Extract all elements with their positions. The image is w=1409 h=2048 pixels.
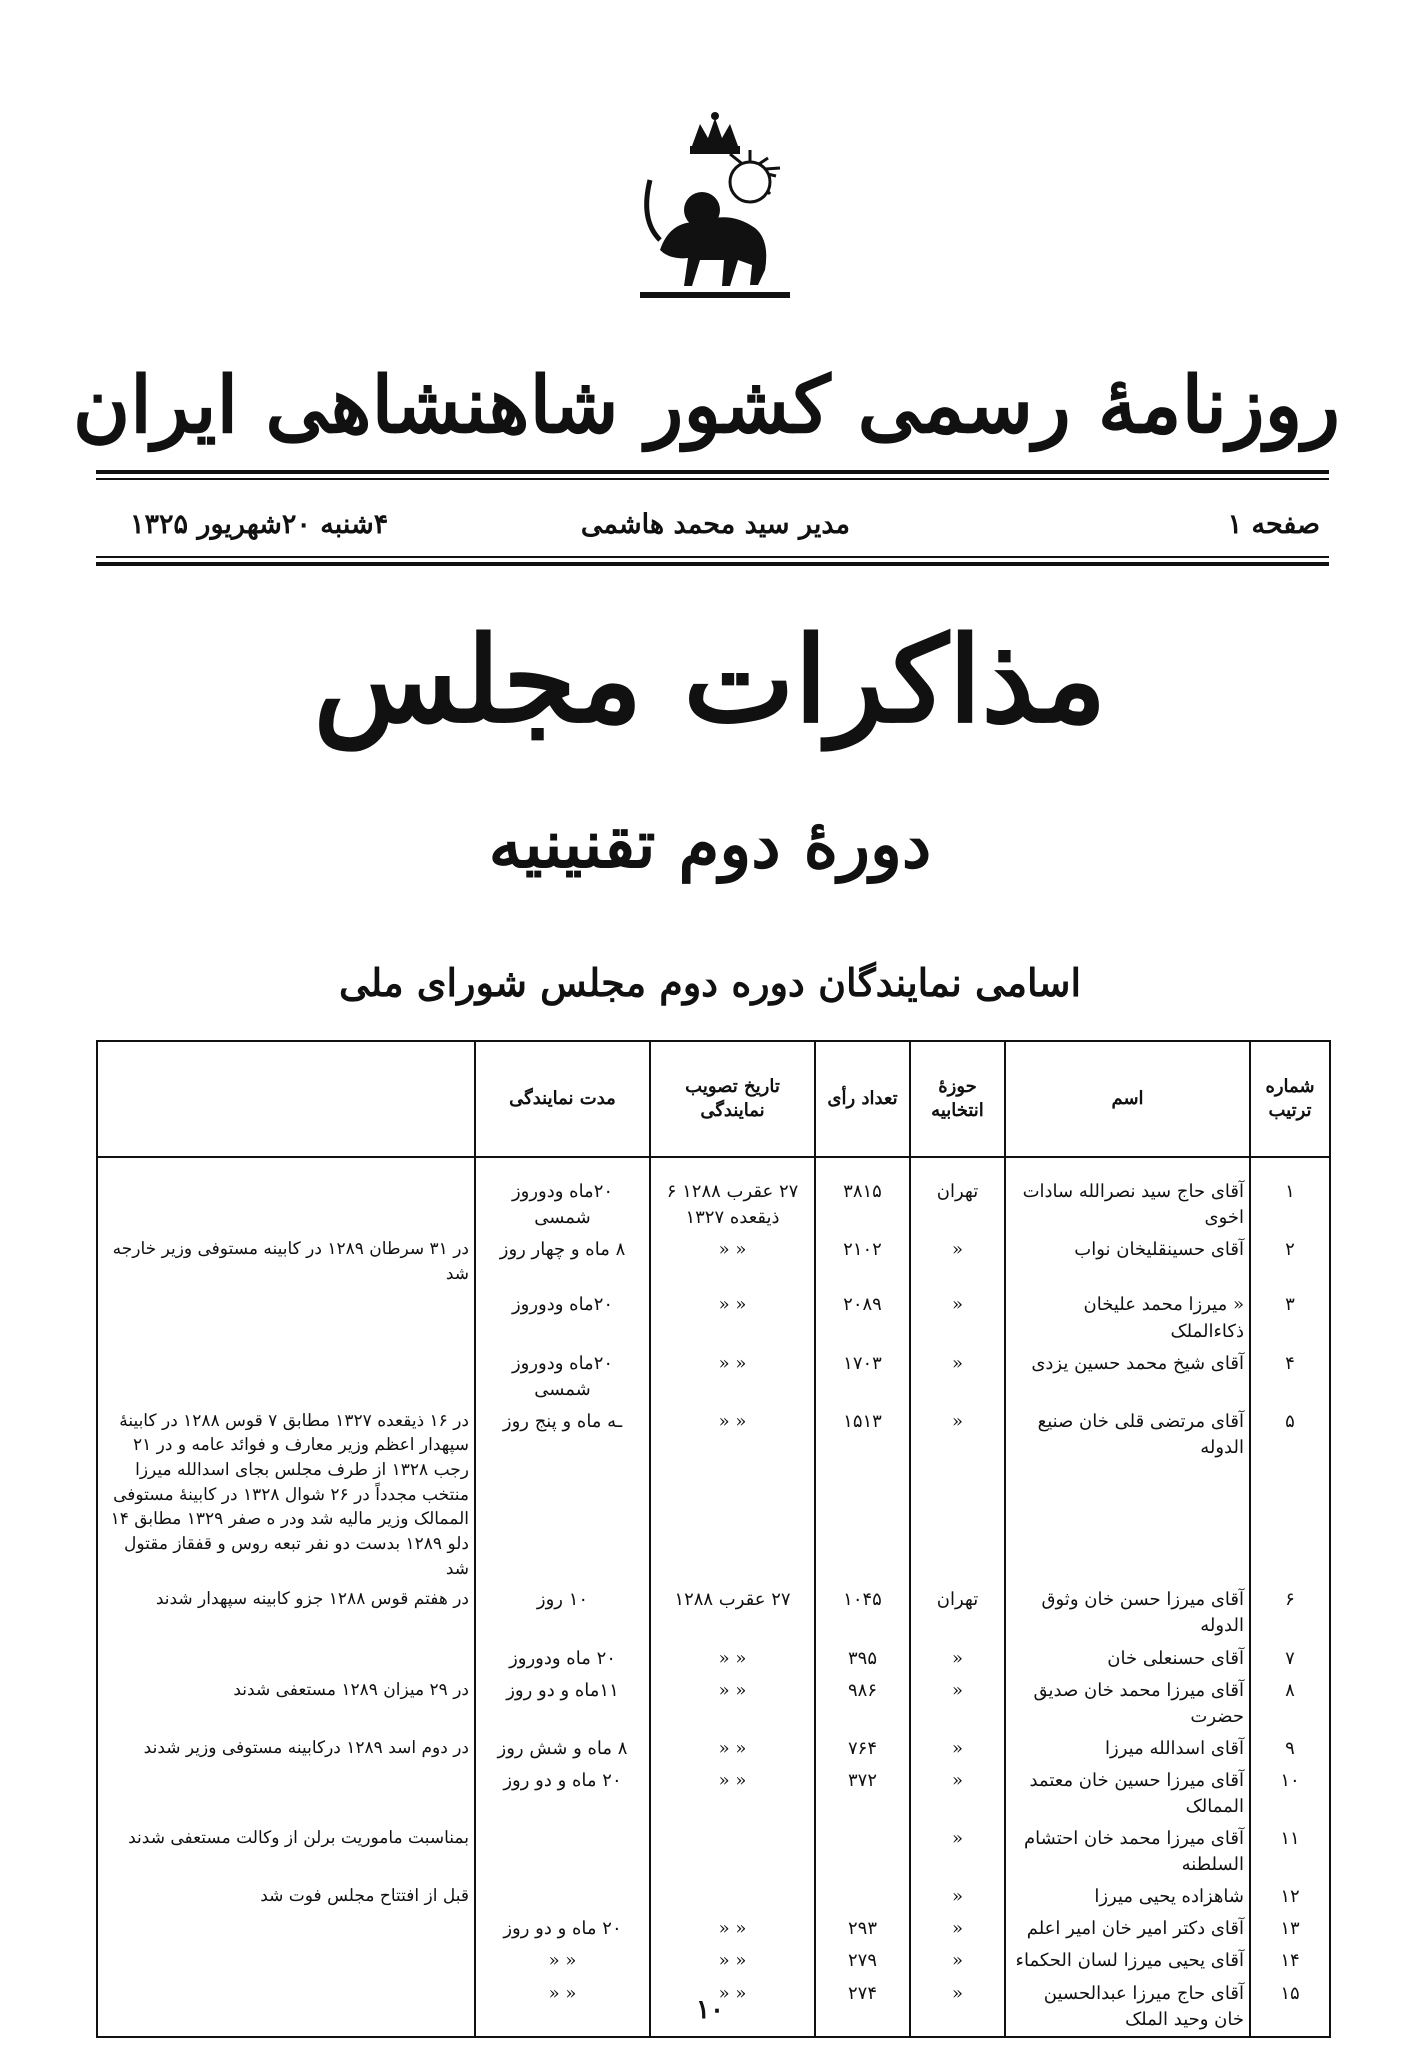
row-num: ۶ (1250, 1584, 1330, 1642)
row-date: « « (650, 1978, 815, 2037)
row-name: آقای میرزا حسن خان وثوق الدوله (1005, 1584, 1250, 1642)
row-date (650, 1881, 815, 1913)
row-votes: ۲۰۸۹ (815, 1289, 910, 1347)
row-date: « « (650, 1289, 815, 1347)
row-area: « (910, 1978, 1005, 2037)
row-area: « (910, 1406, 1005, 1584)
row-duration (475, 1823, 650, 1881)
row-num: ۱۱ (1250, 1823, 1330, 1881)
session-subtitle: دورهٔ دوم تقنینیه (488, 805, 932, 883)
row-votes: ۲۷۹ (815, 1945, 910, 1977)
table-row (97, 1234, 1330, 1289)
row-notes: در هفتم قوس ۱۲۸۸ جزو کابینه سپهدار شدند (97, 1584, 475, 1642)
row-num: ۹ (1250, 1733, 1330, 1765)
representatives-table (96, 1040, 1331, 2038)
row-num: ۳ (1250, 1289, 1330, 1347)
header-rule-bottom-thin (96, 556, 1329, 558)
row-duration: ۲۰ ماه ودوروز (475, 1643, 650, 1675)
row-notes: بمناسبت ماموریت برلن از وکالت مستعفی شدند (97, 1823, 475, 1881)
row-num: ۲ (1250, 1234, 1330, 1289)
row-notes (97, 1765, 475, 1823)
row-notes: قبل از افتتاح مجلس فوت شد (97, 1881, 475, 1913)
row-votes: ۹۸۶ (815, 1675, 910, 1733)
header-rule-bottom (96, 562, 1329, 566)
row-duration: ۲۰ ماه و دو روز (475, 1765, 650, 1823)
row-name: آقای یحیی میرزا لسان الحکماء (1005, 1945, 1250, 1977)
row-name: آقای مرتضی قلی خان صنیع الدوله (1005, 1406, 1250, 1584)
table-row (97, 1765, 1330, 1823)
row-num: ۱۳ (1250, 1913, 1330, 1945)
row-num: ۷ (1250, 1643, 1330, 1675)
row-name: آقای میرزا محمد خان احتشام السلطنه (1005, 1823, 1250, 1881)
row-name: آقای شیخ محمد حسین یزدی (1005, 1348, 1250, 1406)
row-notes (97, 1348, 475, 1406)
page-number: ۱۰ (696, 1995, 724, 2025)
editor-name: مدیر سید محمد هاشمی (580, 509, 850, 540)
row-name: آقای حاج میرزا عبدالحسین خان وحید الملک (1005, 1978, 1250, 2037)
row-duration (475, 1881, 650, 1913)
header-votes: تعداد رأی (815, 1041, 910, 1157)
row-votes: ۲۱۰۲ (815, 1234, 910, 1289)
row-votes: ۷۶۴ (815, 1733, 910, 1765)
row-area: « (910, 1765, 1005, 1823)
row-duration: ۱۱ماه و دو روز (475, 1675, 650, 1733)
row-name: آقای اسدالله میرزا (1005, 1733, 1250, 1765)
header-date: تاریخ تصویب نمایندگی (650, 1041, 815, 1157)
row-name: آقای حسنعلی خان (1005, 1643, 1250, 1675)
lion-and-sun-emblem-icon (630, 110, 800, 310)
row-votes: ۱۵۱۳ (815, 1406, 910, 1584)
row-date: « « (650, 1643, 815, 1675)
row-votes: ۳۹۵ (815, 1643, 910, 1675)
header-rule-top (96, 470, 1329, 474)
row-notes: در دوم اسد ۱۲۸۹ درکابینه مستوفی وزیر شدند (97, 1733, 475, 1765)
row-area: « (910, 1881, 1005, 1913)
row-notes (97, 1176, 475, 1234)
row-duration: ۲۰ماه ودوروز شمسی (475, 1176, 650, 1234)
row-area: « (910, 1289, 1005, 1347)
row-area: « (910, 1643, 1005, 1675)
table-row (97, 1881, 1330, 1913)
header-area: حوزهٔ انتخابیه (910, 1041, 1005, 1157)
row-num: ۱ (1250, 1176, 1330, 1234)
table-row (97, 1643, 1330, 1675)
row-num: ۸ (1250, 1675, 1330, 1733)
row-area: « (910, 1675, 1005, 1733)
table-row (97, 1348, 1330, 1406)
row-num: ۱۴ (1250, 1945, 1330, 1977)
table-spacer-row (97, 1157, 1330, 1176)
row-duration: ۲۰ ماه و دو روز (475, 1913, 650, 1945)
table-row (97, 1584, 1330, 1642)
header-name: اسم (1005, 1041, 1250, 1157)
header-duration: مدت نمایندگی (475, 1041, 650, 1157)
row-notes (97, 1978, 475, 2037)
row-area: « (910, 1945, 1005, 1977)
row-date: « « (650, 1765, 815, 1823)
row-name: آقای حاج سید نصرالله سادات اخوی (1005, 1176, 1250, 1234)
row-notes (97, 1289, 475, 1347)
table-row (97, 1406, 1330, 1584)
row-area: « (910, 1823, 1005, 1881)
table-row (97, 1823, 1330, 1881)
row-name: آقای حسینقلیخان نواب (1005, 1234, 1250, 1289)
row-date: « « (650, 1675, 815, 1733)
row-area: « (910, 1913, 1005, 1945)
row-votes: ۱۷۰۳ (815, 1348, 910, 1406)
row-name: آقای میرزا محمد خان صدیق حضرت (1005, 1675, 1250, 1733)
row-num: ۱۰ (1250, 1765, 1330, 1823)
row-name: آقای میرزا حسین خان معتمد الممالک (1005, 1765, 1250, 1823)
row-date: « « (650, 1945, 815, 1977)
row-num: ۴ (1250, 1348, 1330, 1406)
table-header-row (97, 1041, 1330, 1157)
row-notes (97, 1913, 475, 1945)
row-votes: ۱۰۴۵ (815, 1584, 910, 1642)
row-area: « (910, 1234, 1005, 1289)
row-notes: در ۲۹ میزان ۱۲۸۹ مستعفی شدند (97, 1675, 475, 1733)
row-num: ۱۵ (1250, 1978, 1330, 2037)
table-row (97, 1733, 1330, 1765)
row-date: « « (650, 1234, 815, 1289)
row-votes: ۲۹۳ (815, 1913, 910, 1945)
row-date: « « (650, 1348, 815, 1406)
header-rule-top-thin (96, 478, 1329, 480)
row-notes: در ۳۱ سرطان ۱۲۸۹ در کابینه مستوفی وزیر خارجه شد (97, 1234, 475, 1289)
row-duration: ۸ ماه و شش روز (475, 1733, 650, 1765)
row-date: « « (650, 1913, 815, 1945)
row-duration: ـه ماه و پنج روز (475, 1406, 650, 1584)
row-duration: ۱۰ روز (475, 1584, 650, 1642)
row-notes (97, 1643, 475, 1675)
row-duration: « « (475, 1978, 650, 2037)
row-date (650, 1823, 815, 1881)
issue-info-row (130, 505, 1320, 549)
row-name: آقای دکتر امیر خان امیر اعلم (1005, 1913, 1250, 1945)
table-row (97, 1289, 1330, 1347)
row-duration: ۸ ماه و چهار روز (475, 1234, 650, 1289)
row-num: ۵ (1250, 1406, 1330, 1584)
row-area: تهران (910, 1584, 1005, 1642)
row-num: ۱۲ (1250, 1881, 1330, 1913)
row-area: « (910, 1733, 1005, 1765)
row-date: « « (650, 1733, 815, 1765)
row-name: « میرزا محمد علیخان ذکاءالملک (1005, 1289, 1250, 1347)
row-duration: « « (475, 1945, 650, 1977)
row-notes (97, 1945, 475, 1977)
row-name: شاهزاده یحیی میرزا (1005, 1881, 1250, 1913)
section-title: مذاکرات مجلس (313, 610, 1107, 749)
row-area: « (910, 1348, 1005, 1406)
header-num: شماره ترتیب (1250, 1041, 1330, 1157)
row-notes: در ۱۶ ذیقعده ۱۳۲۷ مطابق ۷ قوس ۱۲۸۸ در کابینهٔ سپهدار اعظم وزیر معارف و فوائد عامه و در ۲۱ رجب ۱۳۲۸ از طرف مجلس بجای اسدالله میرزا منتخب مجدداً در ۲۶ شوال ۱۳۲۸ در کابینهٔ مستوفی الممالک وزیر مالیه شد ودر ه صفر ۱۳۲۹ مطابق ۱۴ دلو ۱۲۸۹ بدست دو نفر تبعه روس و قفقاز مقتول شد (97, 1406, 475, 1584)
table-row (97, 1176, 1330, 1234)
table-row (97, 1945, 1330, 1977)
row-date: ۲۷ عقرب ۱۲۸۸ ۶ ذیقعده ۱۳۲۷ (650, 1176, 815, 1234)
list-heading: اسامی نمایندگان دوره دوم مجلس شورای ملی (338, 960, 1082, 1005)
row-votes (815, 1881, 910, 1913)
header-notes (97, 1041, 475, 1157)
table-row (97, 1913, 1330, 1945)
row-votes: ۳۷۲ (815, 1765, 910, 1823)
issue-date: ۴شنبه ۲۰شهریور ۱۳۲۵ (130, 509, 389, 540)
row-date: ۲۷ عقرب ۱۲۸۸ (650, 1584, 815, 1642)
row-area: تهران (910, 1176, 1005, 1234)
row-date: « « (650, 1406, 815, 1584)
row-votes (815, 1823, 910, 1881)
row-duration: ۲۰ماه ودوروز (475, 1289, 650, 1347)
masthead-title: روزنامهٔ رسمی کشور شاهنشاهی ایران (72, 360, 1340, 451)
row-votes: ۲۷۴ (815, 1978, 910, 2037)
table-row (97, 1675, 1330, 1733)
page-label: صفحه ۱ (1227, 509, 1320, 540)
row-votes: ۳۸۱۵ (815, 1176, 910, 1234)
row-duration: ۲۰ماه ودوروز شمسی (475, 1348, 650, 1406)
